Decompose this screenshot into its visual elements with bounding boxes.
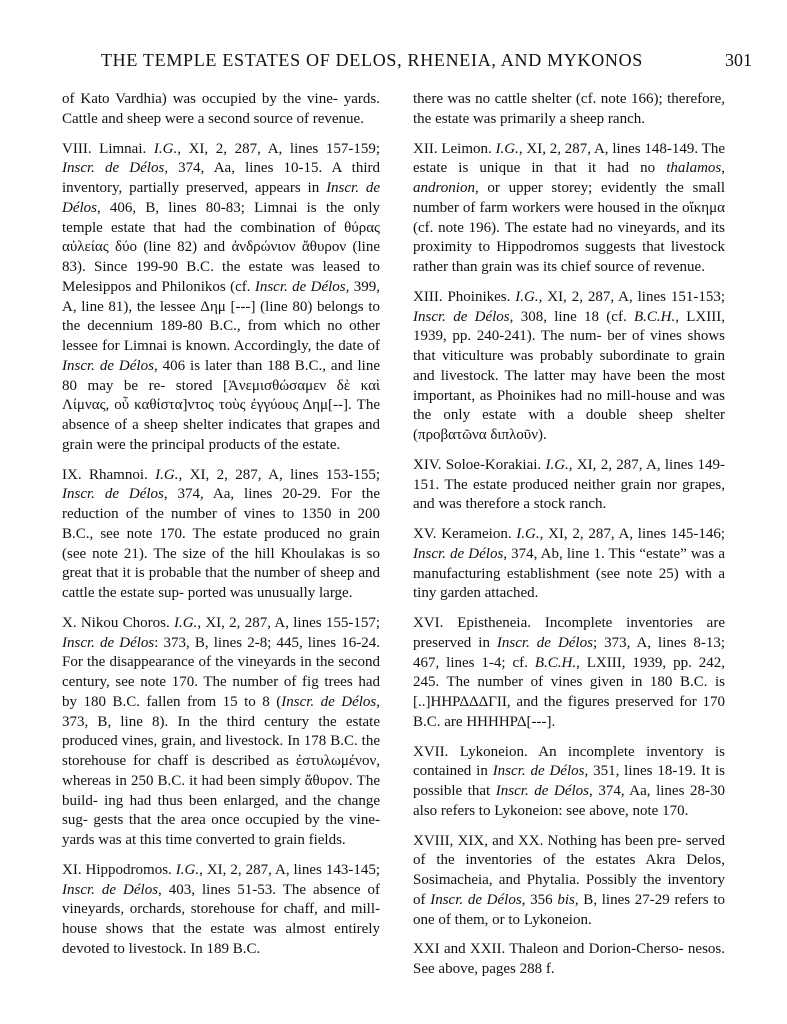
paragraph-lykoneion: XVII. Lykoneion. An incomplete inventory is contained in Inscr. de Délos, 351, lines 18-19. It is possible that Inscr. de Délos, 374, Aa, lines 28-30 also refers to Lykoneion: see above, note 170. xyxy=(413,743,725,819)
right-column xyxy=(413,90,725,990)
paragraph-xviii-xx: XVIII, XIX, and XX. Nothing has been pre- served of the inventories of the estates Akra Delos, Sosimacheia, and Phytalia. Possibly the inventory of Inscr. de Délos, 356 bis, B, lines 27-29 refers to one of them, or to Lykoneion. xyxy=(413,832,726,928)
paragraph-limnai: VIII. Limnai. I.G., XI, 2, 287, A, lines 157-159; Inscr. de Délos, 374, Aa, lines 10-15. A third inventory, partially preserved, appears in Inscr. de Délos, 406, B, lines 80-83; Limnai is the only temple estate that had the combination of θύρας αὐλείας δύο (line 82) and ἀνδρώνιον ἄθυρον (line 83). Since 199-90 B.C. the estate was leased to Melesippos and Philonikos (cf. Inscr. de Délos, 399, A, line 81), the lessee Δημ [---] (line 80) belongs to the decennium 189-80 B.C., from which no other lessee for Limnai is known. Accordingly, the date of Inscr. de Délos, 406 is later than 188 B.C., and line 80 may be re- stored [Ἀνεμισθώσαμεν δὲ καὶ Λίμνας, οὗ καθίστα]ντος τοὺς ἐγγύους Δημ[--]. The absence of a sheep shelter indicates that grapes and grain were the principal products of the estate. xyxy=(62,140,381,453)
paragraph-soloe-korakiai: XIV. Soloe-Korakiai. I.G., XI, 2, 287, A, lines 149-151. The estate produced neither grain nor grapes, and was therefore a stock ranch. xyxy=(413,456,725,513)
page-header xyxy=(62,50,752,78)
paragraph-hippodromos: XI. Hippodromos. I.G., XI, 2, 287, A, lines 143-145; Inscr. de Délos, 403, lines 51-53. The absence of vineyards, orchards, storehouse for chaff, and mill-house shows that the estate was almost entirely devoted to livestock. In 189 B.C. xyxy=(62,861,381,957)
paragraph-rhamnoi: IX. Rhamnoi. I.G., XI, 2, 287, A, lines 153-155; Inscr. de Délos, 374, Aa, lines 20-29. For the reduction of the number of vines to 1350 in 200 B.C., see note 170. The estate produced no grain (see note 21). The size of the hill Khoulakas is so great that it is probable that the number of sheep and cattle the estate sup- ported was unusually large. xyxy=(62,466,381,601)
paragraph-nikou-choros: X. Nikou Choros. I.G., XI, 2, 287, A, lines 155-157; Inscr. de Délos: 373, B, lines 2-8; 445, lines 16-24. For the disappearance of the vineyards in the second century, see note 170. The number of fig trees had by 180 B.C. fallen from 15 to 8 (Inscr. de Délos, 373, B, line 8). In the third century the estate produced vines, grain, and livestock. In 178 B.C. the storehouse for chaff is described as ἐστυλωμένον, whereas in 250 B.C. it had been simply ἄθυρον. The build- ing had thus been enlarged, and the change sug- gests that the area once occupied by the vine- yards was at this time converted to grain fields. xyxy=(62,614,381,848)
running-title: THE TEMPLE ESTATES OF DELOS, RHENEIA, AND MYKONOS xyxy=(100,50,644,70)
paragraph-xxi-xxii: XXI and XXII. Thaleon and Dorion-Cherso- nesos. See above, pages 288 f. xyxy=(413,941,725,977)
paragraph-kato-vardhia-cont: of Kato Vardhia) was occupied by the vine- yards. Cattle and sheep were a second source of revenue. xyxy=(62,91,380,127)
paragraph-leimon: XII. Leimon. I.G., XI, 2, 287, A, lines 148-149. The estate is unique in that it had no thalamos, andronion, or upper storey; evidently the small number of farm workers were housed in the οἴκημα (cf. note 196). The estate had no vineyards, and its proximity to Hippodromos suggests that livestock rather than grain was its chief source of revenue. xyxy=(413,140,725,275)
page-number: 301 xyxy=(725,50,752,70)
paragraph-phoinikes: XIII. Phoinikes. I.G., XI, 2, 287, A, lines 151-153; Inscr. de Délos, 308, line 18 (cf. B.C.H., LXIII, 1939, pp. 240-241). The num- ber of vines shows that viticulture was probably subordinate to grain and livestock. The latter may have been the most important, as Phoinikes had no mill-house and was the only estate with a double sheep shelter (προβατῶνα διπλοῦν). xyxy=(413,288,726,443)
paragraph-hippodromos-cont: there was no cattle shelter (cf. note 166); therefore, the estate was primarily a sheep ranch. xyxy=(413,91,725,127)
paragraph-epistheneia: XVI. Epistheneia. Incomplete inventories are preserved in Inscr. de Délos; 373, A, lines 8-13; 467, lines 1-4; cf. B.C.H., LXIII, 1939, pp. 242, 245. The number of vines given in 180 B.C. is [..]ΗΗΡΔΔΔΓΙΙ, and the figures preserved for 170 B.C. are ΗΗΗΗΡΔ[---]. xyxy=(413,615,725,730)
left-column xyxy=(62,90,380,970)
paragraph-kerameion: XV. Kerameion. I.G., XI, 2, 287, A, lines 145-146; Inscr. de Délos, 374, Ab, line 1. This “estate” was a manufacturing establishment (see note 25) with a tiny garden attached. xyxy=(413,526,725,602)
